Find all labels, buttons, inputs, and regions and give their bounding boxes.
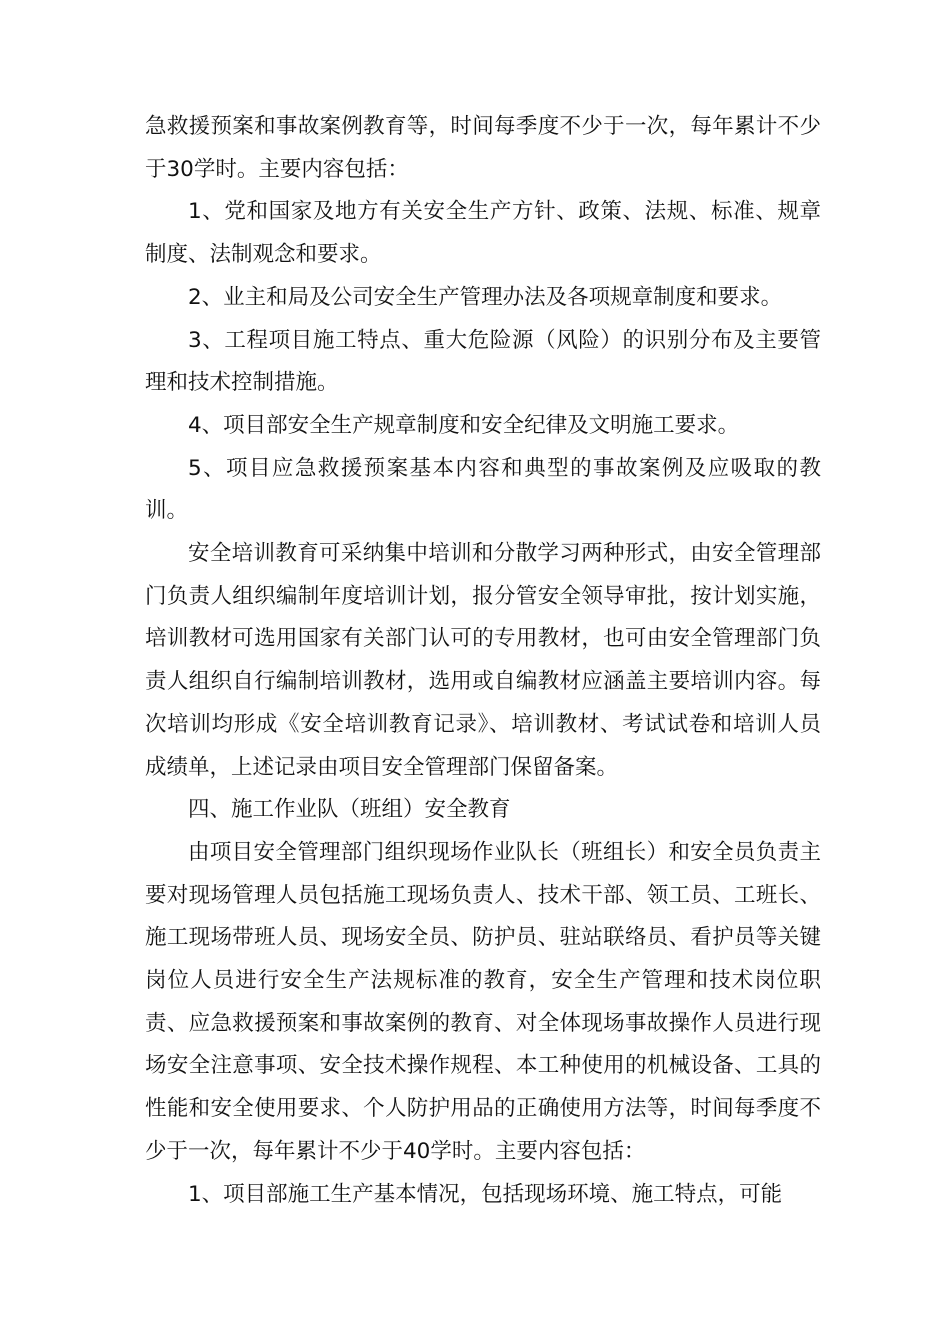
list-item-5: 5、项目应急救援预案基本内容和典型的事故案例及应吸取的教训。 xyxy=(145,455,821,524)
paragraph-team-education: 由项目安全管理部门组织现场作业队长（班组长）和安全员负责主要对现场管理人员包括施工现场负责人、技术干部、领工员、工班长、施工现场带班人员、现场安全员、防护员、驻站联络员、看护员等关键岗位人员进行安全生产法规标准的教育，安全生产管理和技术岗位职责、应急救援预案和事故案例的教育、对全体现场事故操作人员进行现场安全注意事项、安全技术操作规程、本工种使用的机械设备、工具的性能和安全使用要求、个人防护用品的正确使用方法等，时间每季度不少于一次，每年累计不少于40学时。主要内容包括： xyxy=(145,839,821,1164)
section-heading: 四、施工作业队（班组）安全教育 xyxy=(188,797,511,823)
list-item-4: 4、项目部安全生产规章制度和安全纪律及文明施工要求。 xyxy=(188,412,740,438)
document-page xyxy=(145,106,821,1216)
paragraph-training-forms: 安全培训教育可采纳集中培训和分散学习两种形式，由安全管理部门负责人组织编制年度培训计划，报分管安全领导审批，按计划实施，培训教材可选用国家有关部门认可的专用教材，也可由安全管理部门负责人组织自行编制培训教材，选用或自编教材应涵盖主要培训内容。每次培训均形成《安全培训教育记录》、培训教材、考试试卷和培训人员成绩单，上述记录由项目安全管理部门保留备案。 xyxy=(145,541,821,780)
paragraph-continuation: 急救援预案和事故案例教育等，时间每季度不少于一次，每年累计不少于30学时。主要内容包括： xyxy=(145,114,821,182)
list-item-1: 1、党和国家及地方有关安全生产方针、政策、法规、标准、规章制度、法制观念和要求。 xyxy=(145,199,821,268)
list-item-1-team: 1、项目部施工生产基本情况，包括现场环境、施工特点，可能 xyxy=(188,1181,783,1207)
list-item-2: 2、业主和局及公司安全生产管理办法及各项规章制度和要求。 xyxy=(188,284,783,310)
list-item-3: 3、工程项目施工特点、重大危险源（风险）的识别分布及主要管理和技术控制措施。 xyxy=(145,327,821,396)
